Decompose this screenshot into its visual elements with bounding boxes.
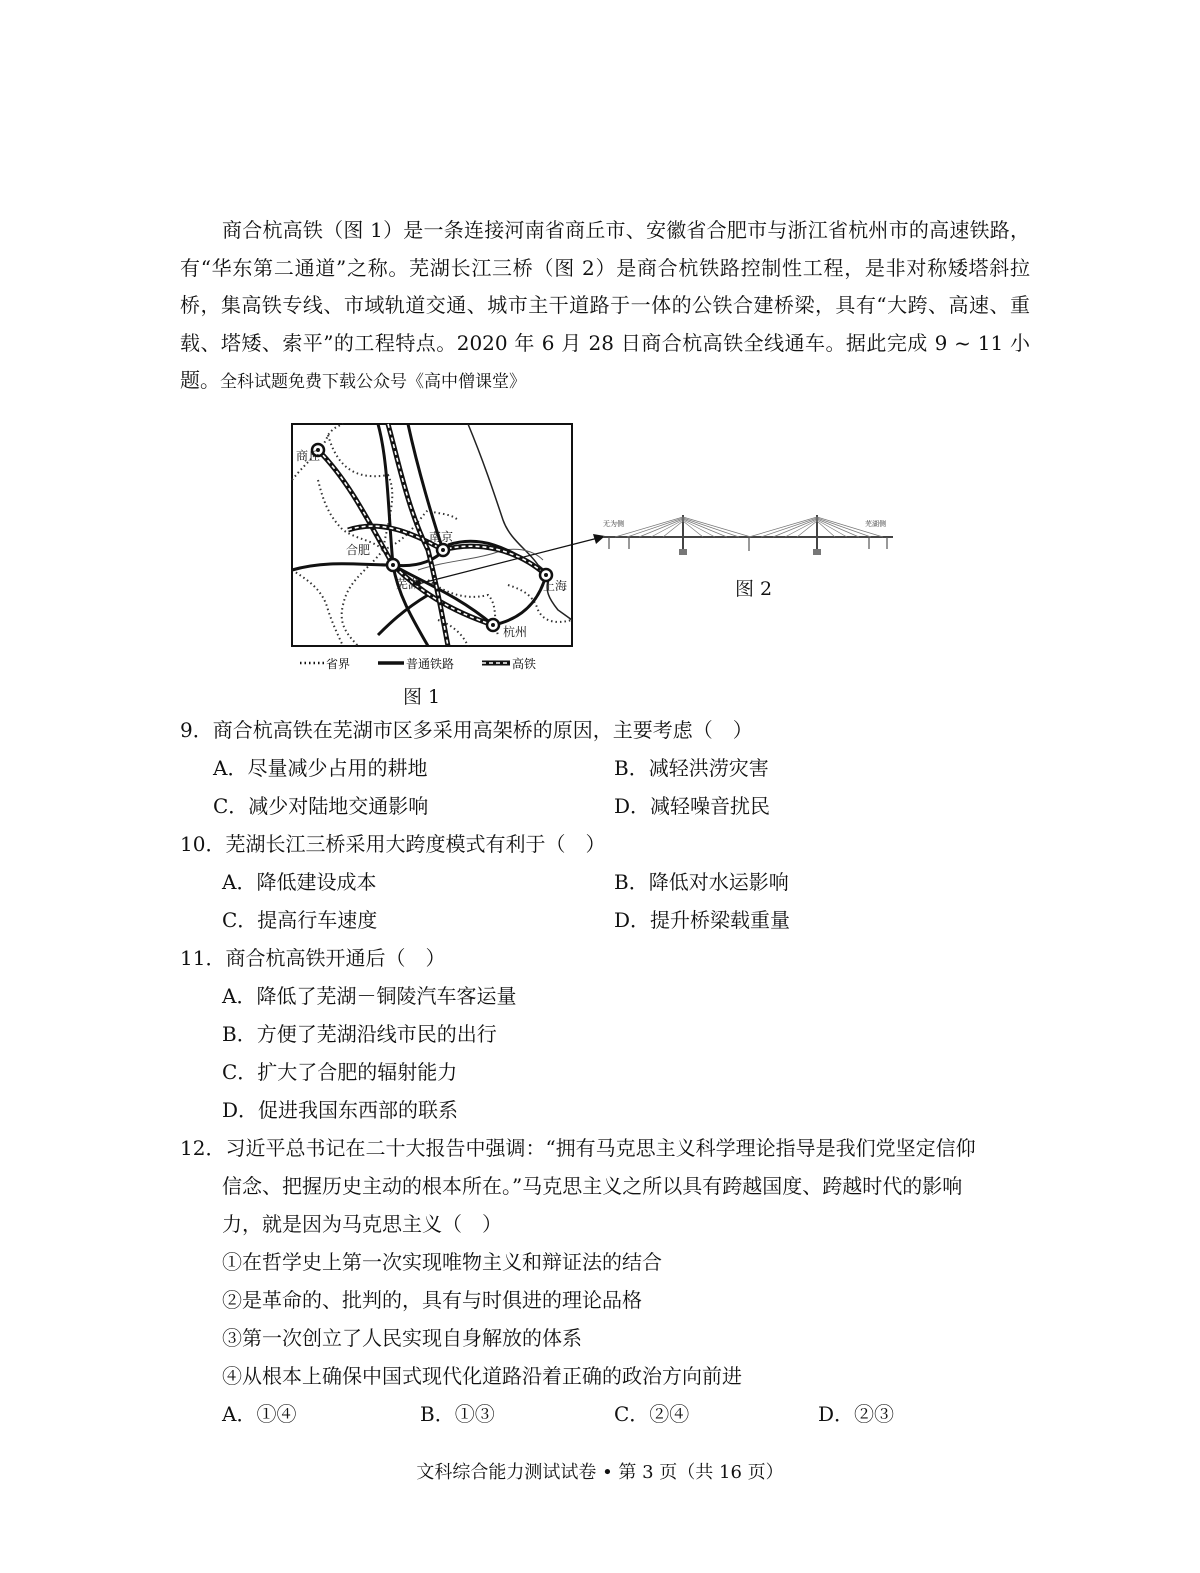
question-10-stem: 10．芜湖长江三桥采用大跨度模式有利于（ ）: [180, 832, 606, 856]
question-12-statement-3: ③第一次创立了人民实现自身解放的体系: [222, 1326, 582, 1350]
question-12-stem-line-1: 12．习近平总书记在二十大报告中强调：“拥有马克思主义科学理论指导是我们党坚定信仰: [180, 1136, 976, 1160]
question-9-option-c: C．减少对陆地交通影响: [213, 794, 429, 818]
question-11-option-a: A．降低了芜湖－铜陵汽车客运量: [222, 984, 517, 1008]
figure2-bridge: [595, 513, 900, 563]
question-12-stem-line-2: 信念、把握历史主动的根本所在。”马克思主义之所以具有跨越国度、跨越时代的影响: [222, 1174, 963, 1198]
legend-rail-label: 普通铁路: [406, 657, 455, 671]
bridge-right-label: 芜湖侧: [865, 520, 886, 528]
question-9-option-d: D．减轻噪音扰民: [614, 794, 771, 818]
bridge-left-label: 无为侧: [603, 520, 624, 528]
question-12-statement-2: ②是革命的、批判的，具有与时俱进的理论品格: [222, 1288, 642, 1312]
question-10-option-a: A．降低建设成本: [222, 870, 377, 894]
figure2-caption: 图 2: [735, 578, 773, 600]
question-12-option-d: D．②③: [818, 1402, 895, 1426]
question-12-option-a: A．①④: [222, 1402, 297, 1426]
city-label-wuhu: 芜湖: [396, 577, 421, 591]
figure1-caption: 图 1: [403, 686, 441, 708]
intro-note: 全科试题免费下载公众号《高中僧课堂》: [220, 372, 526, 392]
question-11-option-d: D．促进我国东西部的联系: [222, 1098, 459, 1122]
question-11-option-b: B．方便了芜湖沿线市民的出行: [222, 1022, 497, 1046]
bridge-piers: [609, 537, 887, 551]
page-footer: 文科综合能力测试试卷 • 第 3 页（共 16 页）: [416, 1462, 784, 1483]
intro-paragraph: [180, 212, 1030, 402]
question-12-statement-4: ④从根本上确保中国式现代化道路沿着正确的政治方向前进: [222, 1364, 742, 1388]
city-label-nanjing: 南京: [429, 530, 454, 544]
question-9-option-a: A．尽量减少占用的耕地: [213, 756, 428, 780]
intro-text: 商合杭高铁（图 1）是一条连接河南省商丘市、安徽省合肥市与浙江省杭州市的高速铁路，有“华东第二通道”之称。芜湖长江三桥（图 2）是商合杭铁路控制性工程，是非对称矮塔斜拉桥，集高铁专线、市域轨道交通、城市主干道路于一体的公铁合建桥梁，具有“大跨、高速、重载、塔矮、索平”的工程特点。2020 年 6 月 28 日商合杭高铁全线通车。据此完成 9 ~ 11 小题。: [180, 218, 1030, 392]
bridge-cables: [615, 517, 883, 537]
legend-boundary-label: 省界: [326, 657, 351, 671]
city-label-shangqiu: 商丘: [296, 449, 321, 463]
map-legend: [300, 656, 536, 671]
question-10-option-b: B．降低对水运影响: [614, 870, 789, 894]
city-label-hefei: 合肥: [346, 543, 371, 557]
question-10-option-c: C．提高行车速度: [222, 908, 378, 932]
question-12-statement-1: ①在哲学史上第一次实现唯物主义和辩证法的结合: [222, 1250, 662, 1274]
legend-hsr-label: 高铁: [512, 657, 537, 671]
city-label-hangzhou: 杭州: [503, 625, 528, 639]
question-12-option-b: B．①③: [420, 1402, 495, 1426]
question-12-option-c: C．②④: [614, 1402, 690, 1426]
city-label-shanghai: 上海: [543, 579, 568, 593]
question-11-option-c: C．扩大了合肥的辐射能力: [222, 1060, 458, 1084]
question-9-option-b: B．减轻洪涝灾害: [614, 756, 769, 780]
question-12-stem-line-3: 力，就是因为马克思主义（ ）: [222, 1212, 502, 1236]
question-9-stem: 9．商合杭高铁在芜湖市区多采用高架桥的原因，主要考虑（ ）: [180, 718, 753, 742]
pointer-arrow: [410, 520, 610, 590]
question-10-option-d: D．提升桥梁载重量: [614, 908, 791, 932]
question-11-stem: 11．商合杭高铁开通后（ ）: [180, 946, 446, 970]
